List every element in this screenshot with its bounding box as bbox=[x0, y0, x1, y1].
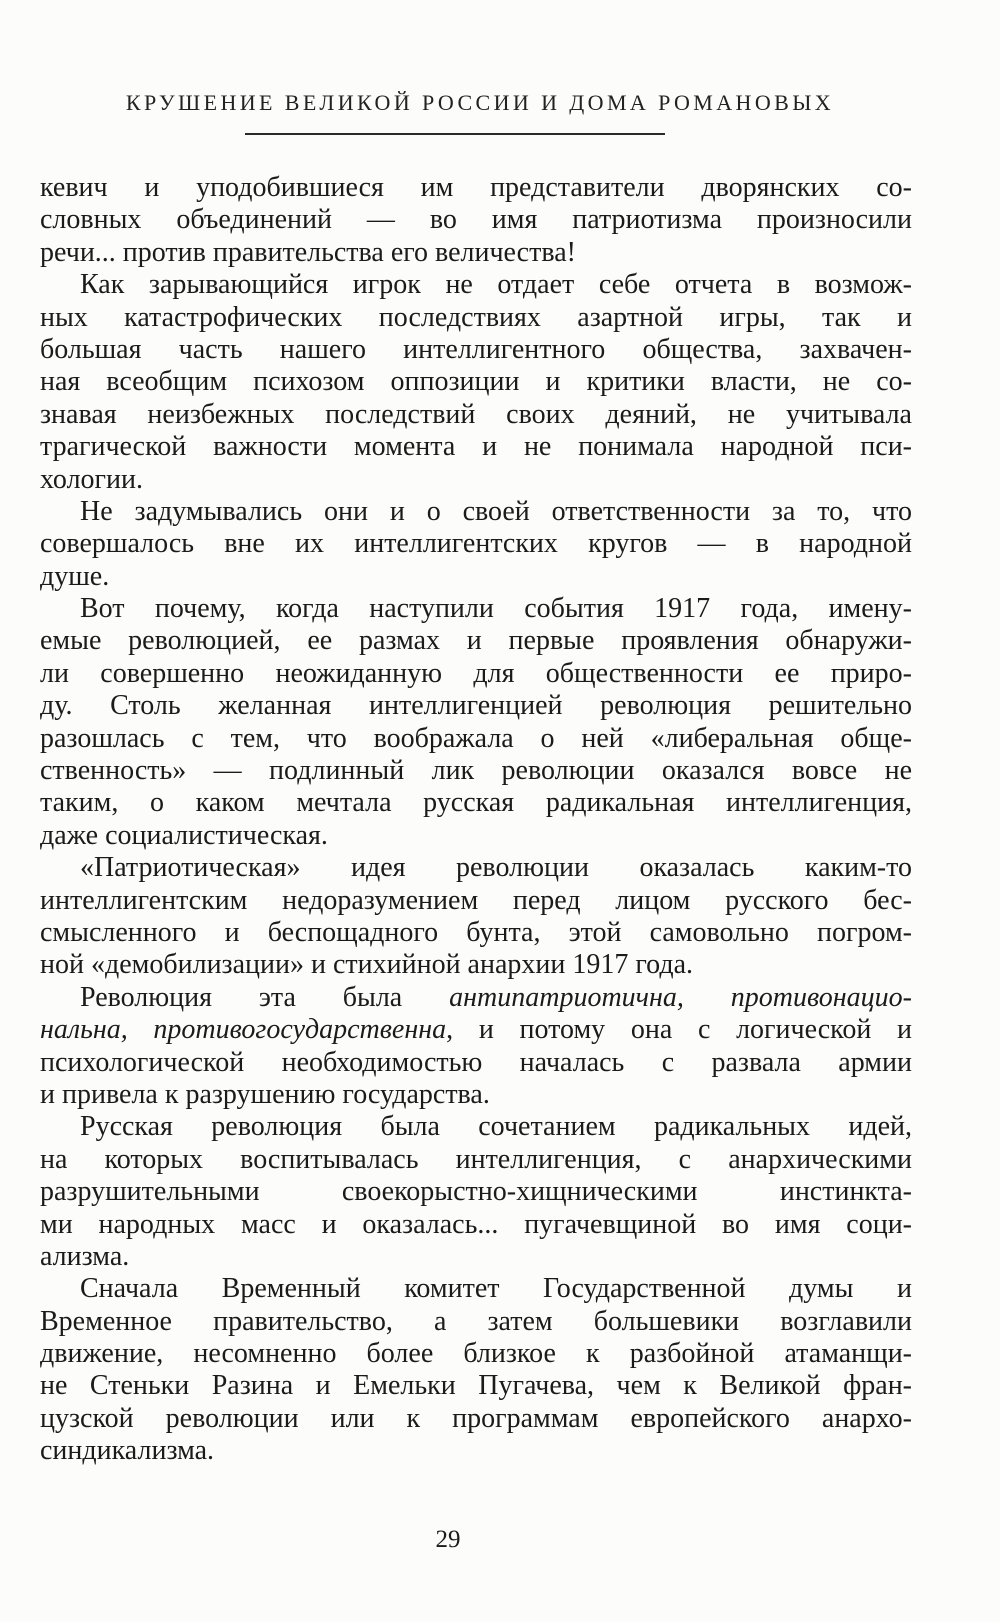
text-line: Временное правительство, а затем большевики возглавили bbox=[40, 1305, 912, 1337]
text-line: словных объединений — во имя патриотизма произносили bbox=[40, 204, 912, 236]
text-line: цузской революции или к программам европейского анархо- bbox=[40, 1402, 912, 1434]
text-line: ализма. bbox=[40, 1240, 130, 1272]
text-line: Сначала Временный комитет Государственной думы и bbox=[80, 1273, 912, 1305]
emphasized-text: нальна, противогосударственна bbox=[40, 1014, 447, 1046]
text-line: разрушительными своекорыстно-хищническими инстинкта- bbox=[40, 1176, 912, 1208]
text-line: знавая неизбежных последствий своих деяний, не учитывала bbox=[40, 398, 912, 430]
text-line: таким, о каком мечтала русская радикальная интеллигенция, bbox=[40, 787, 912, 819]
text-line: ли совершенно неожиданную для общественности ее приро- bbox=[40, 657, 912, 689]
text-line: ственность» — подлинный лик революции оказался вовсе не bbox=[40, 755, 912, 787]
text-line: смысленного и беспощадного бунта, этой самовольно погром- bbox=[40, 916, 912, 948]
text-line: большая часть нашего интеллигентного общества, захвачен- bbox=[40, 333, 912, 365]
text-line: трагической важности момента и не понимала народной пси- bbox=[40, 431, 912, 463]
text-line: ная всеобщим психозом оппозиции и критики власти, не со- bbox=[40, 366, 912, 398]
text-line: Русская революция была сочетанием радикальных идей, bbox=[80, 1111, 912, 1143]
text-line: совершалось вне их интеллигентских кругов — в народной bbox=[40, 528, 912, 560]
paragraph bbox=[40, 172, 912, 269]
paragraph bbox=[40, 982, 912, 1112]
text-line: ду. Столь желанная интеллигенцией революция решительно bbox=[40, 690, 912, 722]
text-line: емые революцией, ее размах и первые проявления обнаружи- bbox=[40, 625, 912, 657]
text-line: разошлась с тем, что воображала о ней «либеральная обще- bbox=[40, 722, 912, 754]
text-line: даже социалистическая. bbox=[40, 819, 328, 851]
paragraph bbox=[40, 496, 912, 593]
running-head: КРУШЕНИЕ ВЕЛИКОЙ РОССИИ И ДОМА РОМАНОВЫХ bbox=[125, 90, 835, 115]
text-line: ных катастрофических последствиях азартной игры, так и bbox=[40, 301, 912, 333]
text-line bbox=[40, 982, 912, 1014]
text-line: душе. bbox=[40, 560, 110, 592]
paragraph bbox=[40, 1111, 912, 1273]
text-line bbox=[40, 1014, 912, 1046]
text-line: кевич и уподобившиеся им представители дворянских со- bbox=[40, 172, 912, 203]
emphasized-text: антипатриотична, противонацио- bbox=[449, 981, 912, 1013]
text-line: движение, несомненно более близкое к разбойной атаманщи- bbox=[40, 1338, 912, 1370]
paragraph bbox=[40, 593, 912, 852]
text-line: Вот почему, когда наступили события 1917 года, имену- bbox=[80, 593, 912, 625]
text-line: речи... против правительства его величества! bbox=[40, 236, 576, 268]
text-run: , и потому она с логической и bbox=[446, 1014, 912, 1046]
text-line: ми народных масс и оказалась... пугачевщиной во имя соци- bbox=[40, 1208, 912, 1240]
text-line: интеллигентским недоразумением перед лицом русского бес- bbox=[40, 884, 912, 916]
text-line: Как зарывающийся игрок не отдает себе отчета в возмож- bbox=[80, 269, 912, 301]
text-line: синдикализма. bbox=[40, 1435, 215, 1467]
text-line: хологии. bbox=[40, 463, 143, 495]
text-line: «Патриотическая» идея революции оказалась каким-то bbox=[80, 852, 912, 884]
page-number: 29 bbox=[435, 1526, 461, 1553]
text-line: ной «демобилизации» и стихийной анархии 1917 года. bbox=[40, 949, 694, 981]
text-line: на которых воспитывалась интеллигенция, с анархическими bbox=[40, 1143, 912, 1175]
text-run: Революция эта была bbox=[80, 981, 450, 1013]
text-line: Не задумывались они и о своей ответственности за то, что bbox=[80, 495, 912, 527]
paragraph bbox=[40, 1273, 912, 1467]
page-body bbox=[40, 172, 912, 1468]
header-rule bbox=[245, 133, 665, 135]
text-line: психологической необходимостью началась с развала армии bbox=[40, 1046, 912, 1078]
paragraph bbox=[40, 269, 912, 496]
text-line: не Стеньки Разина и Емельки Пугачева, чем к Великой фран- bbox=[40, 1370, 912, 1402]
paragraph bbox=[40, 852, 912, 982]
text-line: и привела к разрушению государства. bbox=[40, 1078, 490, 1110]
